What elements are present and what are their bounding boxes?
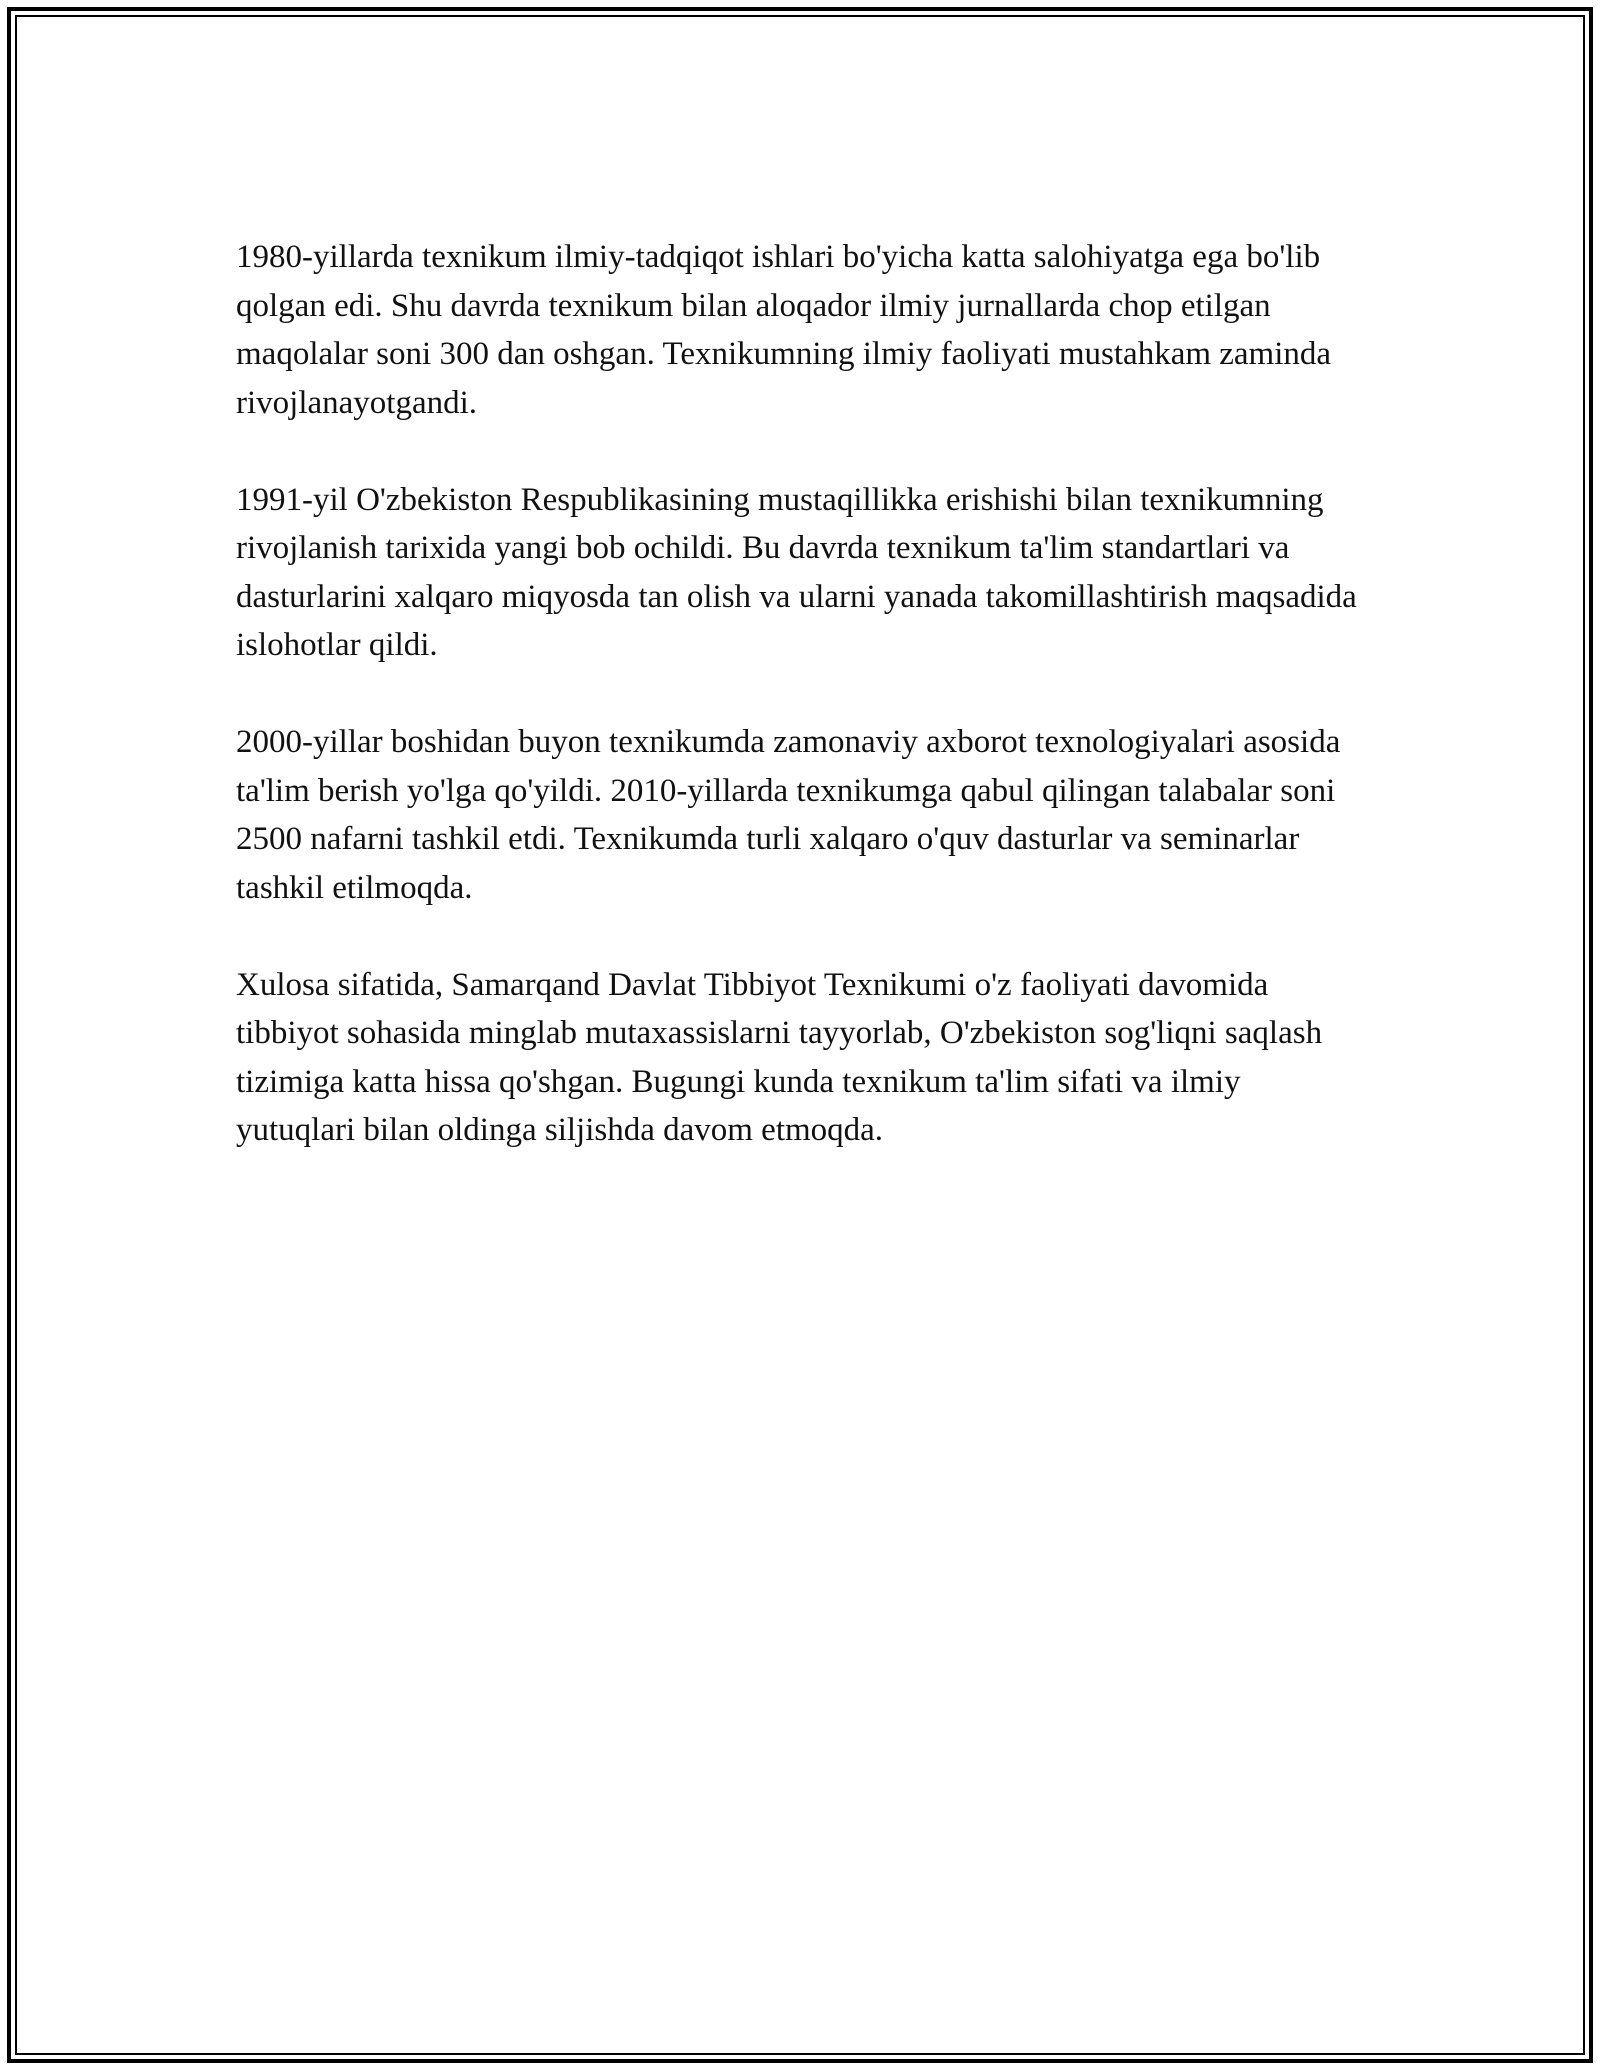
paragraph-1980s: 1980-yillarda texnikum ilmiy-tadqiqot ishlari bo'yicha katta salohiyatga ega bo'lib qolgan edi. Shu davrda texnikum bilan aloqador ilmiy jurnallarda chop etilgan maqolalar soni 300 dan oshgan. Texnikumning ilmiy faoliyati mustahkam zaminda rivojlanayotgandi. <box>236 239 1332 421</box>
document-body <box>236 233 1366 1155</box>
paragraph-2000s: 2000-yillar boshidan buyon texnikumda zamonaviy axborot texnologiyalari asosida ta'lim berish yo'lga qo'yildi. 2010-yillarda texnikumga qabul qilingan talabalar soni 2500 nafarni tashkil etdi. Texnikumda turli xalqaro o'quv dasturlar va seminarlar tashkil etilmoqda. <box>236 724 1341 906</box>
paragraph-1991-independence: 1991-yil O'zbekiston Respublikasining mustaqillikka erishishi bilan texnikumning rivojlanish tarixida yangi bob ochildi. Bu davrda texnikum ta'lim standartlari va dasturlarini xalqaro miqyosda tan olish va ularni yanada takomillashtirish maqsadida islohotlar qildi. <box>236 481 1357 663</box>
paragraph-conclusion: Xulosa sifatida, Samarqand Davlat Tibbiyot Texnikumi o'z faoliyati davomida tibbiyot sohasida minglab mutaxassislarni tayyorlab, O'zbekiston sog'liqni saqlash tizimiga katta hissa qo'shgan. Bugungi kunda texnikum ta'lim sifati va ilmiy yutuqlari bilan oldinga siljishda davom etmoqda. <box>236 966 1323 1148</box>
